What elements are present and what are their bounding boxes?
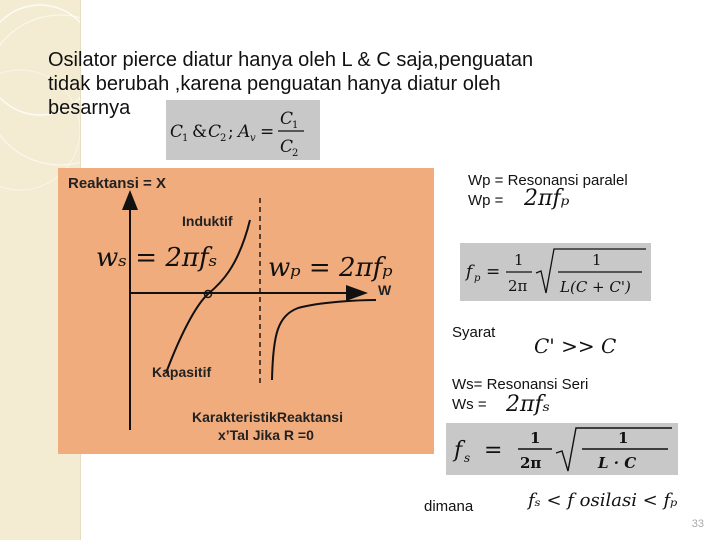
reactance-graph: [58, 168, 434, 454]
capacitive-label: Kapasitif: [152, 364, 212, 380]
fp-formula: [460, 243, 651, 301]
dimana-value: fₛ < f osilasi < fₚ: [528, 490, 678, 511]
svg-text:v: v: [250, 133, 256, 144]
wp-label: Wp =: [468, 192, 504, 209]
svg-text:1: 1: [292, 120, 299, 131]
wp-formula: wₚ = 2πfₚ: [268, 253, 393, 283]
svg-text:2: 2: [220, 133, 227, 144]
intro-paragraph: [48, 48, 668, 120]
wp-value: 2πfₚ: [524, 186, 570, 211]
svg-text:f: f: [454, 438, 463, 463]
svg-text:C: C: [208, 122, 222, 142]
reactance-curve-right: [272, 300, 376, 380]
svg-text:L(C + C'): L(C + C'): [560, 278, 631, 296]
svg-text:C: C: [280, 109, 294, 129]
svg-text:=: =: [486, 262, 501, 282]
graph-caption-line-2: x’Tal Jika R =0: [218, 427, 314, 443]
x-axis-label: W: [378, 282, 392, 298]
ws-label: Ws =: [452, 396, 487, 413]
svg-text:1: 1: [618, 429, 629, 447]
svg-text:p: p: [474, 273, 481, 284]
svg-text:L · C: L · C: [598, 454, 637, 472]
ws-value: 2πfₛ: [506, 392, 551, 417]
svg-text:1: 1: [514, 251, 524, 269]
syarat-value: C' >> C: [534, 334, 617, 358]
reactance-graph-svg: [58, 168, 434, 454]
y-axis-label: Reaktansi = X: [68, 175, 166, 192]
intro-line-3: besarnya: [48, 97, 131, 119]
svg-text:f: f: [466, 262, 473, 282]
svg-text:C: C: [170, 122, 184, 142]
ws-formula: wₛ = 2πfₛ: [96, 243, 218, 273]
page-number: 33: [691, 518, 704, 530]
svg-text:2π: 2π: [520, 454, 542, 472]
intro-line-1: Osilator pierce diatur hanya oleh L & C saja,penguatan: [48, 49, 534, 71]
svg-text:1: 1: [182, 133, 189, 144]
graph-caption-line-1: KarakteristikReaktansi: [192, 409, 343, 425]
svg-text:s: s: [464, 451, 471, 465]
dimana-label: dimana: [424, 498, 474, 515]
svg-text:&: &: [192, 122, 208, 142]
syarat-label: Syarat: [452, 324, 496, 341]
fs-formula-box: [446, 423, 678, 475]
svg-text:2: 2: [292, 148, 299, 159]
svg-text:2π: 2π: [508, 277, 528, 295]
gain-formula-box: [166, 100, 320, 160]
svg-text:1: 1: [592, 251, 602, 269]
svg-text:C: C: [280, 137, 294, 157]
gain-formula: [166, 100, 320, 160]
svg-text:;: ;: [228, 122, 234, 142]
ws-title: Ws= Resonansi Seri: [452, 376, 589, 393]
svg-text:=: =: [260, 122, 275, 142]
inductive-label: Induktif: [182, 213, 233, 229]
svg-text:1: 1: [530, 429, 541, 447]
intro-line-2: tidak berubah ,karena penguatan hanya diatur oleh: [48, 73, 501, 95]
svg-text:=: =: [484, 438, 503, 463]
svg-text:A: A: [238, 122, 251, 142]
wp-title: Wp = Resonansi paralel: [468, 172, 628, 189]
fp-formula-box: [460, 243, 651, 301]
fs-formula: [446, 423, 678, 475]
